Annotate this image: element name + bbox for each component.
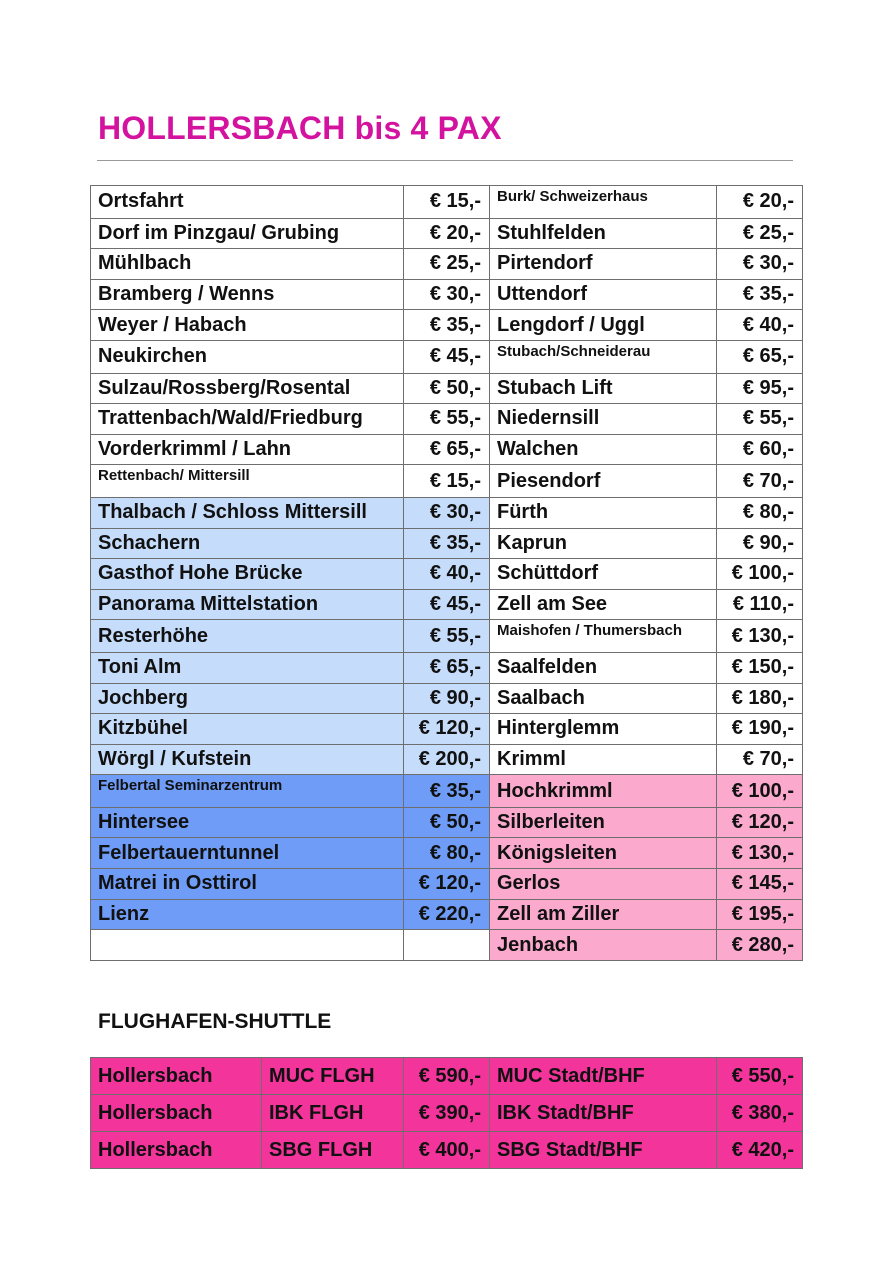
destination-price: € 150,-: [717, 652, 803, 683]
destination-name: Saalbach: [490, 683, 717, 714]
destination-price: € 65,-: [717, 340, 803, 373]
destination-name: Mühlbach: [91, 249, 404, 280]
destination-name: Jochberg: [91, 683, 404, 714]
destination-name: Stuhlfelden: [490, 218, 717, 249]
shuttle-airport-price: € 590,-: [404, 1058, 490, 1095]
shuttle-table: [90, 1057, 803, 1169]
destination-price: € 20,-: [717, 186, 803, 219]
destination-price: € 35,-: [404, 775, 490, 808]
destination-name: Niedernsill: [490, 404, 717, 435]
shuttle-city-price: € 380,-: [717, 1095, 803, 1132]
destination-price: € 130,-: [717, 838, 803, 869]
table-row: [91, 838, 803, 869]
destination-price: € 35,-: [404, 310, 490, 341]
destination-price: € 30,-: [717, 249, 803, 280]
shuttle-airport: SBG FLGH: [262, 1132, 404, 1169]
destination-price: € 220,-: [404, 899, 490, 930]
table-row: [91, 775, 803, 808]
shuttle-city-price: € 550,-: [717, 1058, 803, 1095]
destination-name: Neukirchen: [91, 340, 404, 373]
shuttle-row: [91, 1095, 803, 1132]
destination-price: € 120,-: [404, 714, 490, 745]
destination-price: € 95,-: [717, 373, 803, 404]
destination-price: € 60,-: [717, 434, 803, 465]
table-row: [91, 249, 803, 280]
destination-price: € 90,-: [717, 528, 803, 559]
shuttle-origin: Hollersbach: [91, 1095, 262, 1132]
table-row: [91, 930, 803, 961]
table-row: [91, 807, 803, 838]
destination-name: Pirtendorf: [490, 249, 717, 280]
destination-price: € 55,-: [404, 620, 490, 653]
table-row: [91, 869, 803, 900]
shuttle-airport-price: € 390,-: [404, 1095, 490, 1132]
shuttle-title: FLUGHAFEN-SHUTTLE: [98, 1010, 332, 1033]
table-row: [91, 497, 803, 528]
destination-price: € 80,-: [404, 838, 490, 869]
shuttle-row: [91, 1132, 803, 1169]
destination-price: € 110,-: [717, 589, 803, 620]
destination-price: € 30,-: [404, 497, 490, 528]
destination-name: Hochkrimml: [490, 775, 717, 808]
destination-price: € 55,-: [717, 404, 803, 435]
destination-name: Jenbach: [490, 930, 717, 961]
destination-name: Stubach Lift: [490, 373, 717, 404]
destination-price: € 45,-: [404, 589, 490, 620]
destination-price: € 195,-: [717, 899, 803, 930]
destination-name: Kaprun: [490, 528, 717, 559]
table-row: [91, 899, 803, 930]
destination-price: € 145,-: [717, 869, 803, 900]
destination-price: [404, 930, 490, 961]
table-row: [91, 404, 803, 435]
destination-name: Gerlos: [490, 869, 717, 900]
destination-name: Felbertal Seminarzentrum: [91, 775, 404, 808]
shuttle-airport-price: € 400,-: [404, 1132, 490, 1169]
destination-price: € 280,-: [717, 930, 803, 961]
destination-price: € 120,-: [404, 869, 490, 900]
destination-name: Saalfelden: [490, 652, 717, 683]
destination-name: Lienz: [91, 899, 404, 930]
destination-price: € 100,-: [717, 559, 803, 590]
destination-name: [91, 930, 404, 961]
destination-name: Königsleiten: [490, 838, 717, 869]
destination-price: € 90,-: [404, 683, 490, 714]
destination-name: Trattenbach/Wald/Friedburg: [91, 404, 404, 435]
destination-name: Zell am See: [490, 589, 717, 620]
destination-price: € 180,-: [717, 683, 803, 714]
destination-price: € 20,-: [404, 218, 490, 249]
table-row: [91, 434, 803, 465]
table-row: [91, 373, 803, 404]
destination-price: € 200,-: [404, 744, 490, 775]
table-row: [91, 218, 803, 249]
table-row: [91, 559, 803, 590]
destination-price: € 130,-: [717, 620, 803, 653]
destination-name: Bramberg / Wenns: [91, 279, 404, 310]
destination-price: € 35,-: [404, 528, 490, 559]
table-row: [91, 528, 803, 559]
destination-price: € 45,-: [404, 340, 490, 373]
shuttle-city: SBG Stadt/BHF: [490, 1132, 717, 1169]
table-row: [91, 620, 803, 653]
table-row: [91, 340, 803, 373]
destination-price: € 65,-: [404, 434, 490, 465]
destination-name: Weyer / Habach: [91, 310, 404, 341]
destination-price: € 70,-: [717, 744, 803, 775]
table-row: [91, 465, 803, 498]
page-title: HOLLERSBACH bis 4 PAX: [98, 110, 502, 146]
shuttle-airport: MUC FLGH: [262, 1058, 404, 1095]
destination-name: Dorf im Pinzgau/ Grubing: [91, 218, 404, 249]
shuttle-city: IBK Stadt/BHF: [490, 1095, 717, 1132]
destination-name: Rettenbach/ Mittersill: [91, 465, 404, 498]
destination-name: Panorama Mittelstation: [91, 589, 404, 620]
destination-price: € 35,-: [717, 279, 803, 310]
destination-price: € 15,-: [404, 465, 490, 498]
table-row: [91, 683, 803, 714]
shuttle-origin: Hollersbach: [91, 1058, 262, 1095]
destination-name: Wörgl / Kufstein: [91, 744, 404, 775]
table-row: [91, 589, 803, 620]
destination-name: Resterhöhe: [91, 620, 404, 653]
destination-price: € 50,-: [404, 807, 490, 838]
destination-name: Maishofen / Thumersbach: [490, 620, 717, 653]
destination-price: € 120,-: [717, 807, 803, 838]
destination-name: Fürth: [490, 497, 717, 528]
destination-price: € 55,-: [404, 404, 490, 435]
destination-name: Schüttdorf: [490, 559, 717, 590]
destination-price: € 15,-: [404, 186, 490, 219]
destination-name: Krimml: [490, 744, 717, 775]
destination-name: Burk/ Schweizerhaus: [490, 186, 717, 219]
shuttle-row: [91, 1058, 803, 1095]
destination-price: € 190,-: [717, 714, 803, 745]
table-row: [91, 744, 803, 775]
shuttle-airport: IBK FLGH: [262, 1095, 404, 1132]
destination-name: Uttendorf: [490, 279, 717, 310]
destination-name: Gasthof Hohe Brücke: [91, 559, 404, 590]
destination-price: € 50,-: [404, 373, 490, 404]
destination-name: Thalbach / Schloss Mittersill: [91, 497, 404, 528]
destination-name: Silberleiten: [490, 807, 717, 838]
price-table-body: [91, 186, 803, 961]
table-row: [91, 652, 803, 683]
destination-price: € 25,-: [717, 218, 803, 249]
shuttle-table-body: [91, 1058, 803, 1169]
destination-name: Stubach/Schneiderau: [490, 340, 717, 373]
destination-name: Hinterglemm: [490, 714, 717, 745]
destination-name: Vorderkrimml / Lahn: [91, 434, 404, 465]
table-row: [91, 310, 803, 341]
destination-name: Kitzbühel: [91, 714, 404, 745]
table-row: [91, 186, 803, 219]
table-row: [91, 714, 803, 745]
destination-name: Toni Alm: [91, 652, 404, 683]
destination-price: € 40,-: [404, 559, 490, 590]
destination-price: € 65,-: [404, 652, 490, 683]
table-row: [91, 279, 803, 310]
destination-name: Ortsfahrt: [91, 186, 404, 219]
shuttle-origin: Hollersbach: [91, 1132, 262, 1169]
destination-price: € 40,-: [717, 310, 803, 341]
destination-price: € 25,-: [404, 249, 490, 280]
shuttle-city: MUC Stadt/BHF: [490, 1058, 717, 1095]
shuttle-city-price: € 420,-: [717, 1132, 803, 1169]
destination-name: Piesendorf: [490, 465, 717, 498]
destination-name: Sulzau/Rossberg/Rosental: [91, 373, 404, 404]
destination-price: € 70,-: [717, 465, 803, 498]
destination-name: Schachern: [91, 528, 404, 559]
title-divider: [97, 160, 793, 161]
price-table: [90, 185, 803, 961]
destination-price: € 30,-: [404, 279, 490, 310]
destination-name: Walchen: [490, 434, 717, 465]
destination-name: Lengdorf / Uggl: [490, 310, 717, 341]
destination-name: Zell am Ziller: [490, 899, 717, 930]
destination-name: Felbertauerntunnel: [91, 838, 404, 869]
destination-price: € 100,-: [717, 775, 803, 808]
destination-price: € 80,-: [717, 497, 803, 528]
destination-name: Hintersee: [91, 807, 404, 838]
destination-name: Matrei in Osttirol: [91, 869, 404, 900]
